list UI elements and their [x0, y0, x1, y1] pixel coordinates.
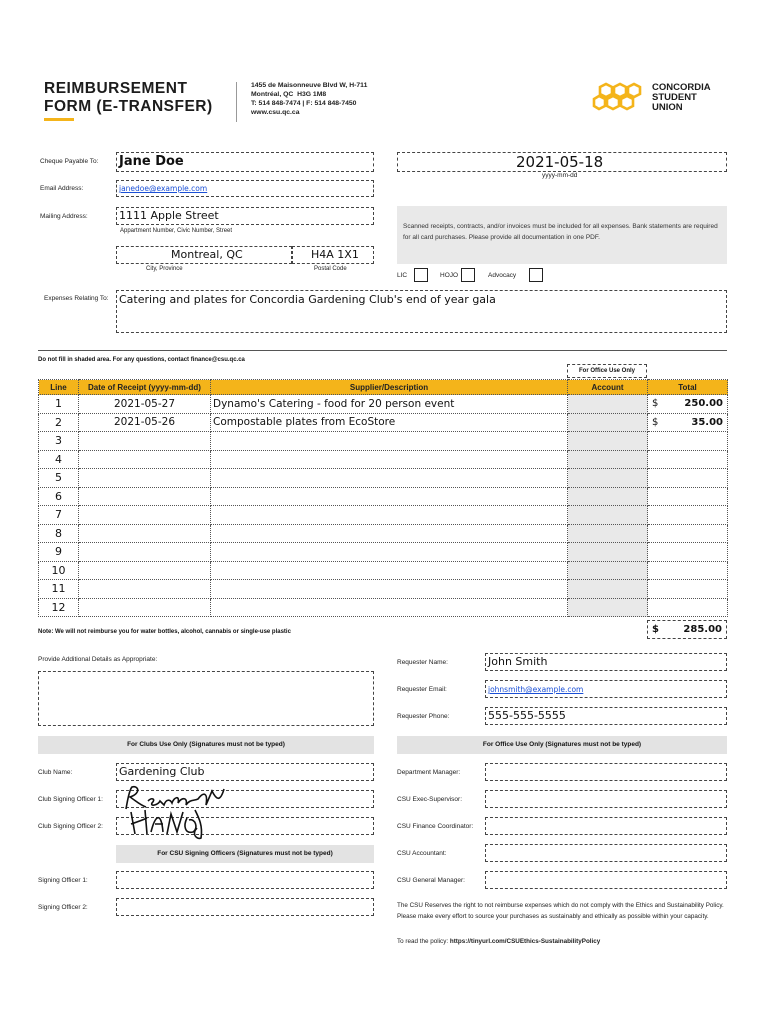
exec-supervisor-label: CSU Exec-Supervisor:	[397, 796, 463, 803]
club-name-field[interactable]	[116, 763, 374, 781]
policy-text: The CSU Reserves the right to not reimburse expenses which do not comply with the Ethics and Sustainability Policy. Please make every effort to source your purchases as sustainably and ethically as possible within your capacity.	[397, 902, 724, 920]
total-cell[interactable]	[648, 487, 728, 506]
signing-officer-2-label: Signing Officer 2:	[38, 904, 88, 911]
line-number: 7	[39, 506, 79, 525]
requester-email-field[interactable]	[485, 680, 727, 698]
grand-total-value: 285.00	[683, 624, 722, 635]
account-cell	[568, 580, 648, 599]
receipt-date-cell[interactable]	[79, 469, 211, 488]
table-row	[39, 524, 728, 543]
account-cell	[568, 395, 648, 414]
account-cell	[568, 487, 648, 506]
expenses-relating-label: Expenses Relating To:	[44, 295, 109, 302]
title-accent-bar	[44, 118, 74, 121]
general-manager-field[interactable]	[485, 871, 727, 889]
col-header-description: Supplier/Description	[211, 380, 568, 395]
account-cell	[568, 543, 648, 562]
account-cell	[568, 524, 648, 543]
description-cell[interactable]	[211, 580, 568, 599]
advocacy-checkbox[interactable]	[529, 268, 543, 282]
account-cell	[568, 469, 648, 488]
dept-manager-field[interactable]	[485, 763, 727, 781]
office-use-bar: For Office Use Only (Signatures must not be typed)	[397, 736, 727, 754]
account-cell	[568, 561, 648, 580]
postal-code-field[interactable]	[292, 246, 374, 264]
shaded-area-note: Do not fill in shaded area. For any questions, contact finance@csu.qc.ca	[38, 357, 245, 363]
account-cell	[568, 506, 648, 525]
description-cell[interactable]	[211, 524, 568, 543]
receipt-date-cell[interactable]	[79, 506, 211, 525]
total-cell[interactable]	[648, 580, 728, 599]
receipt-date-cell[interactable]	[79, 487, 211, 506]
finance-coordinator-field[interactable]	[485, 817, 727, 835]
street-caption: Appartment Number, Civic Number, Street	[120, 228, 233, 234]
table-row	[39, 561, 728, 580]
table-row	[39, 580, 728, 599]
table-row	[39, 598, 728, 617]
line-number: 12	[39, 598, 79, 617]
table-header-row	[39, 380, 728, 395]
line-number: 2	[39, 413, 79, 432]
receipt-date-cell[interactable]	[79, 524, 211, 543]
street-value: 1111 Apple Street	[119, 209, 219, 222]
finance-coordinator-label: CSU Finance Coordinator:	[397, 823, 474, 830]
title-line-2: FORM (E-TRANSFER)	[44, 98, 213, 115]
account-cell	[568, 413, 648, 432]
title-line-1: REIMBURSEMENT	[44, 80, 188, 97]
description-cell[interactable]	[211, 543, 568, 562]
description-cell[interactable]	[211, 450, 568, 469]
receipt-date-cell[interactable]	[79, 543, 211, 562]
table-row	[39, 506, 728, 525]
table-row	[39, 487, 728, 506]
signing-officer-1-label: Signing Officer 1:	[38, 877, 88, 884]
hojo-label: HOJO	[440, 272, 459, 279]
description-cell[interactable]	[211, 561, 568, 580]
notice-text: Scanned receipts, contracts, and/or invoices must be included for all expenses. Bank statements are required for all card purchases. Please provide all documentation in one PDF.	[403, 223, 718, 241]
description-cell[interactable]: Compostable plates from EcoStore	[211, 413, 568, 432]
receipt-date-cell[interactable]: 2021-05-26	[79, 413, 211, 432]
table-row	[39, 469, 728, 488]
account-cell	[568, 450, 648, 469]
date-caption: yyyy-mm-dd	[542, 172, 578, 179]
lic-checkbox[interactable]	[414, 268, 428, 282]
section-divider	[38, 350, 727, 351]
col-header-date: Date of Receipt (yyyy-mm-dd)	[79, 380, 211, 395]
policy-url[interactable]: https://tinyurl.com/CSUEthics-SustainabilityPolicy	[449, 938, 601, 945]
exec-supervisor-field[interactable]	[485, 790, 727, 808]
cheque-payable-field[interactable]	[116, 152, 374, 172]
total-amount: 250.00	[684, 398, 723, 410]
csu-logo	[592, 80, 650, 119]
expenses-relating-value: Catering and plates for Concordia Gardening Club's end of year gala	[119, 293, 496, 306]
street-field[interactable]	[116, 207, 374, 225]
col-header-account: Account	[568, 380, 648, 395]
hexagon-logo-icon	[592, 80, 650, 114]
description-cell[interactable]: Dynamo's Catering - food for 20 person event	[211, 395, 568, 414]
total-currency: $	[652, 416, 659, 428]
accountant-field[interactable]	[485, 844, 727, 862]
date-field[interactable]	[397, 152, 727, 172]
total-cell[interactable]	[648, 598, 728, 617]
advocacy-label: Advocacy	[488, 272, 517, 279]
account-cell	[568, 432, 648, 451]
total-cell[interactable]	[648, 543, 728, 562]
table-row	[39, 395, 728, 414]
club-officer-2-field[interactable]	[116, 817, 374, 835]
receipt-date-cell[interactable]	[79, 432, 211, 451]
receipt-date-cell[interactable]: 2021-05-27	[79, 395, 211, 414]
cheque-payable-value: Jane Doe	[119, 154, 184, 169]
logo-text: CONCORDIA STUDENT UNION	[652, 82, 711, 113]
additional-details-label: Provide Additional Details as Appropriate:	[38, 656, 158, 663]
club-officer-2-signature	[125, 804, 215, 842]
description-cell[interactable]	[211, 598, 568, 617]
description-cell[interactable]	[211, 506, 568, 525]
general-manager-label: CSU General Manager:	[397, 877, 465, 884]
receipt-date-cell[interactable]	[79, 561, 211, 580]
line-number: 11	[39, 580, 79, 599]
notice-box	[397, 206, 727, 264]
description-cell[interactable]	[211, 469, 568, 488]
total-cell[interactable]	[648, 561, 728, 580]
grand-total-currency: $	[652, 624, 659, 635]
accountant-label: CSU Accountant:	[397, 850, 447, 857]
requester-email-value: johnsmith@example.com	[488, 685, 584, 694]
col-header-line: Line	[39, 380, 79, 395]
total-cell[interactable]	[648, 524, 728, 543]
email-field[interactable]	[116, 180, 374, 197]
line-number: 9	[39, 543, 79, 562]
postal-caption: Postal Code	[314, 266, 347, 272]
requester-phone-field[interactable]	[485, 707, 727, 725]
grand-total-cell	[647, 620, 727, 639]
line-number: 8	[39, 524, 79, 543]
signing-officer-2-field[interactable]	[116, 898, 374, 916]
policy-read-label: To read the policy:	[397, 938, 449, 945]
club-officer-2-label: Club Signing Officer 2:	[38, 823, 103, 830]
expenses-relating-field[interactable]	[116, 290, 727, 333]
expense-table	[38, 379, 728, 617]
description-cell[interactable]	[211, 432, 568, 451]
club-name-value: Gardening Club	[119, 765, 205, 778]
email-value: janedoe@example.com	[119, 184, 208, 193]
header-divider	[236, 82, 237, 122]
dept-manager-label: Department Manager:	[397, 769, 461, 776]
total-cell[interactable]	[648, 506, 728, 525]
total-cell[interactable]	[648, 413, 728, 432]
total-cell[interactable]	[648, 395, 728, 414]
table-row	[39, 543, 728, 562]
table-row	[39, 413, 728, 432]
office-use-text: For Office Use Only	[578, 368, 635, 374]
city-value: Montreal, QC	[171, 248, 243, 261]
requester-name-field[interactable]	[485, 653, 727, 671]
receipt-date-cell[interactable]	[79, 580, 211, 599]
mailing-address-label: Mailing Address:	[40, 213, 88, 220]
form-title	[44, 80, 213, 116]
date-value: 2021-05-18	[516, 153, 604, 171]
club-officer-1-label: Club Signing Officer 1:	[38, 796, 103, 803]
signing-officer-1-field[interactable]	[116, 871, 374, 889]
hojo-checkbox[interactable]	[461, 268, 475, 282]
line-number: 3	[39, 432, 79, 451]
requester-name-label: Requester Name:	[397, 659, 448, 666]
total-cell[interactable]	[648, 450, 728, 469]
policy-link-line	[397, 938, 600, 945]
requester-phone-value: 555-555-5555	[488, 709, 566, 722]
line-number: 1	[39, 395, 79, 414]
city-caption: City, Province	[146, 266, 183, 272]
clubs-use-bar: For Clubs Use Only (Signatures must not be typed)	[38, 736, 374, 754]
col-header-total: Total	[648, 380, 728, 395]
line-number: 6	[39, 487, 79, 506]
table-row	[39, 450, 728, 469]
requester-phone-label: Requester Phone:	[397, 713, 450, 720]
additional-details-field[interactable]	[38, 671, 374, 726]
club-name-label: Club Name:	[38, 769, 73, 776]
office-use-header	[567, 364, 647, 378]
total-amount: 35.00	[691, 416, 723, 428]
line-number: 5	[39, 469, 79, 488]
requester-email-label: Requester Email:	[397, 686, 447, 693]
description-cell[interactable]	[211, 487, 568, 506]
table-row	[39, 432, 728, 451]
email-label: Email Address:	[40, 185, 84, 192]
cheque-payable-label: Cheque Payable To:	[40, 158, 99, 165]
receipt-date-cell[interactable]	[79, 450, 211, 469]
requester-name-value: John Smith	[488, 655, 548, 668]
postal-code-value: H4A 1X1	[311, 248, 359, 261]
csu-officers-bar: For CSU Signing Officers (Signatures must not be typed)	[116, 845, 374, 863]
city-field[interactable]	[116, 246, 292, 264]
total-cell[interactable]	[648, 469, 728, 488]
reimburse-note: Note: We will not reimburse you for water bottles, alcohol, cannabis or single-use plastic	[38, 629, 291, 635]
total-currency: $	[652, 398, 659, 410]
account-cell	[568, 598, 648, 617]
line-number: 4	[39, 450, 79, 469]
receipt-date-cell[interactable]	[79, 598, 211, 617]
line-number: 10	[39, 561, 79, 580]
lic-label: LIC	[397, 272, 408, 279]
total-cell[interactable]	[648, 432, 728, 451]
csu-address: 1455 de Maisonneuve Blvd W, H-711 Montréal, QC H3G 1M8 T: 514 848-7474 | F: 514 848-7450 www.csu.qc.ca	[251, 82, 368, 116]
